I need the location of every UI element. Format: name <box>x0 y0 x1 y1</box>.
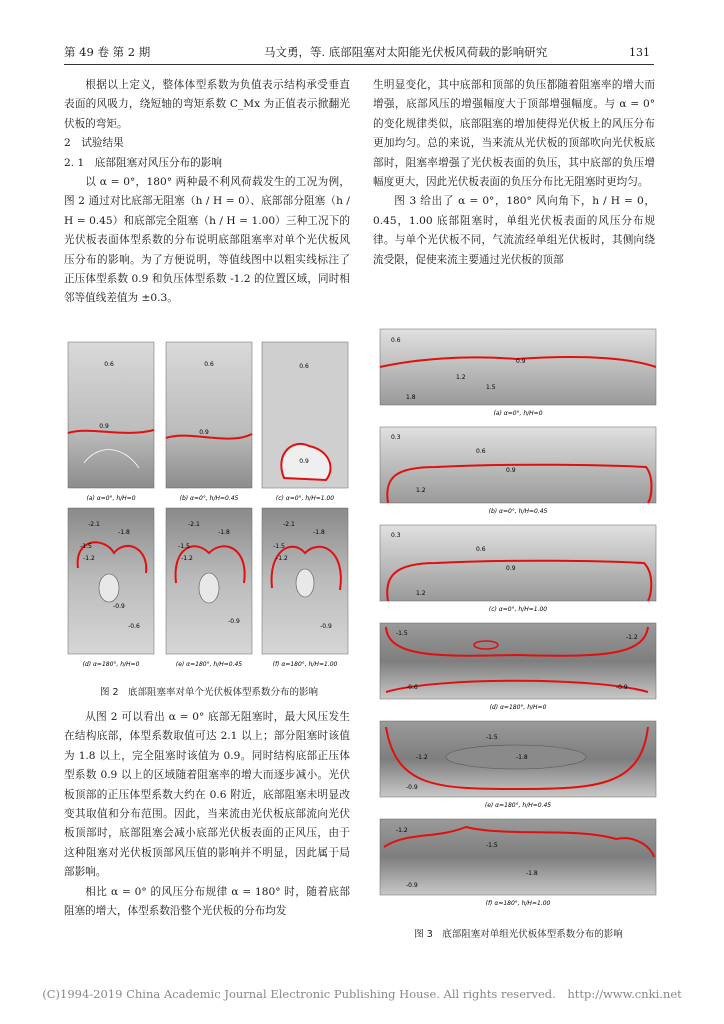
contour-label: -1.2 <box>276 555 288 562</box>
contour-label: 0.9 <box>516 358 526 365</box>
paragraph: 相比 α = 0° 的风压分布规律 α = 180° 时，随着底部阻塞的增大，体型系数沿整个光伏板的分布均发 <box>64 885 350 918</box>
contour-label: 0.3 <box>391 532 401 539</box>
contour-label: -1.5 <box>486 842 498 849</box>
page-header <box>64 42 654 65</box>
contour-label: -0.6 <box>128 623 140 630</box>
contour-label: 0.6 <box>104 361 114 368</box>
contour-label: 0.6 <box>391 337 401 344</box>
figure-2 <box>64 338 354 668</box>
contour-label: 0.9 <box>199 429 209 436</box>
figure-3 <box>376 327 661 927</box>
panel-label: (a) α=0°, h/H=0 <box>86 495 136 502</box>
contour-label: 0.6 <box>476 546 486 553</box>
section-heading: 2 试验结果 <box>64 137 124 150</box>
contour-label: -0.9 <box>320 623 332 630</box>
contour-label: -0.9 <box>228 618 240 625</box>
fig2-panel-c <box>262 342 348 502</box>
contour-label: -1.8 <box>313 529 325 536</box>
contour-label: -1.8 <box>516 754 528 761</box>
contour-label: 0.9 <box>506 467 516 474</box>
panel-label: (e) α=180°, h/H=0.45 <box>484 802 552 809</box>
panel-label: (b) α=0°, h/H=0.45 <box>179 495 239 502</box>
contour-label: -1.2 <box>626 634 638 641</box>
contour-label: 0.9 <box>299 458 309 465</box>
contour-label: -1.2 <box>83 555 95 562</box>
contour-label: -0.9 <box>113 603 125 610</box>
contour-label: -2.1 <box>188 521 200 528</box>
panel-label: (d) α=180°, h/H=0 <box>82 661 140 668</box>
contour-label: -0.9 <box>406 784 418 791</box>
right-column-top <box>373 76 655 270</box>
contour-label: -1.8 <box>526 870 538 877</box>
contour-label: -1.5 <box>80 543 92 550</box>
contour-label: -1.2 <box>396 827 408 834</box>
paragraph: 以 α = 0°，180° 两种最不利风荷载发生的工况为例，图 2 通过对比底部无阻塞（h / H = 0）、底部部分阻塞（h / H = 0.45）和底部完全阻塞（h / H = 1.00）三种工况下的光伏板表面体型系数的分布说明底部阻塞率对单个光伏板风压分布的影响。为了方便说明，等值线图中以粗实线标注了正压体型系数 0.9 和负压体型系数 -1.2 的位置区域，同时相邻等值线差值为 ±0.3。 <box>64 176 350 305</box>
contour-label: 0.9 <box>506 565 516 572</box>
fig2-panel-f <box>262 508 348 668</box>
contour-label: -0.9 <box>616 684 628 691</box>
contour-label: 1.5 <box>486 384 496 391</box>
contour-label: -0.6 <box>406 684 418 691</box>
panel-label: (d) α=180°, h/H=0 <box>489 704 547 711</box>
contour-label: 1.2 <box>456 374 466 381</box>
fig2-panel-a <box>68 342 154 502</box>
contour-label: 0.9 <box>99 423 109 430</box>
page-number: 131 <box>629 46 650 59</box>
contour-label: 0.3 <box>391 434 401 441</box>
figure-3-caption: 图 3 底部阻塞对单组光伏板体型系数分布的影响 <box>414 929 623 940</box>
panel-label: (f) α=180°, h/H=1.00 <box>485 900 551 907</box>
fig3-panel-f <box>380 819 656 907</box>
fig3-panel-c <box>380 525 656 613</box>
contour-label: -1.2 <box>416 754 428 761</box>
contour-label: -1.8 <box>218 529 230 536</box>
subsection-heading: 2. 1 底部阻塞对风压分布的影响 <box>64 156 222 169</box>
panel-label: (c) α=0°, h/H=1.00 <box>275 495 335 502</box>
contour-label: -2.1 <box>283 521 295 528</box>
paragraph: 从图 2 可以看出 α = 0° 底部无阻塞时，最大风压发生在结构底部，体型系数取值可达 2.1 以上；部分阻塞时该值为 1.8 以上，完全阻塞时该值为 0.9。同时结构底部正压体型系数 0.9 以上的区域随着阻塞率的增大而逐步减小。光伏板顶部的正压体型系数大约在 0.6 附近，底部阻塞未明显改变其取值和分布范围。因此，当来流由光伏板底部流向光伏板顶部时，底部阻塞会减小底部光伏板表面的正风压，由于这种阻塞对光伏板顶部风压值的影响并不明显，因此属于局部影响。 <box>64 711 350 879</box>
contour-label: -0.9 <box>406 882 418 889</box>
panel-label: (c) α=0°, h/H=1.00 <box>488 606 548 613</box>
fig3-panel-a <box>380 329 656 417</box>
panel-label: (b) α=0°, h/H=0.45 <box>488 508 548 515</box>
fig3-panel-e <box>380 721 656 809</box>
contour-label: -1.5 <box>486 734 498 741</box>
contour-label: -2.1 <box>88 521 100 528</box>
running-title: 马文勇，等. 底部阻塞对太阳能光伏板风荷载的影响研究 <box>264 45 548 59</box>
paragraph: 生明显变化，其中底部和顶部的负压都随着阻塞率的增大而增强，底部风压的增强幅度大于顶部增强幅度。与 α = 0° 的变化规律类似，底部阻塞的增加使得光伏板上的风压分布更加均匀。总的来说，当来流从光伏板的顶部吹向光伏板底部时，阻塞率增强了光伏板表面的负压，其中底部的负压增幅度更大，因此光伏板表面的负压分布比无阻塞时更均匀。 <box>373 79 655 189</box>
contour-label: 0.6 <box>476 448 486 455</box>
contour-label: -1.5 <box>273 543 285 550</box>
panel-label: (e) α=180°, h/H=0.45 <box>175 661 243 668</box>
left-column-bottom <box>64 708 350 921</box>
left-column-top <box>64 76 350 309</box>
fig3-panel-d <box>380 623 656 711</box>
fig3-panel-b <box>380 427 656 515</box>
contour-label: 1.2 <box>416 487 426 494</box>
fig2-panel-b <box>166 342 252 502</box>
panel-label: (a) α=0°, h/H=0 <box>493 410 543 417</box>
contour-label: 1.8 <box>406 394 416 401</box>
journal-issue: 第 49 卷 第 2 期 <box>64 45 151 59</box>
fig2-panel-e <box>166 508 252 668</box>
figure-2-caption: 图 2 底部阻塞率对单个光伏板体型系数分布的影响 <box>99 687 319 698</box>
paragraph: 根据以上定义，整体体型系数为负值表示结构承受垂直表面的风吸力，绕短轴的弯矩系数 C_Mx 为正值表示掀翻光伏板的弯矩。 <box>64 79 350 130</box>
contour-label: -1.5 <box>396 630 408 637</box>
contour-label: -1.8 <box>118 529 130 536</box>
paragraph: 图 3 给出了 α = 0°，180° 风向角下，h / H = 0，0.45，1.00 底部阻塞时，单组光伏板表面的风压分布规律。与单个光伏板不同，气流流经单组光伏板时，其侧向绕流受限，促使来流主要通过光伏板的顶部 <box>373 195 655 266</box>
contour-label: 1.2 <box>416 590 426 597</box>
contour-label: 0.6 <box>299 363 309 370</box>
fig2-panel-d <box>68 508 154 668</box>
panel-label: (f) α=180°, h/H=1.00 <box>272 661 338 668</box>
contour-label: -1.2 <box>181 555 193 562</box>
copyright-footer: (C)1994-2019 China Academic Journal Electronic Publishing House. All rights reserved. http://www.cnki.net <box>42 987 682 1001</box>
contour-label: -1.5 <box>178 543 190 550</box>
contour-label: 0.6 <box>204 361 214 368</box>
